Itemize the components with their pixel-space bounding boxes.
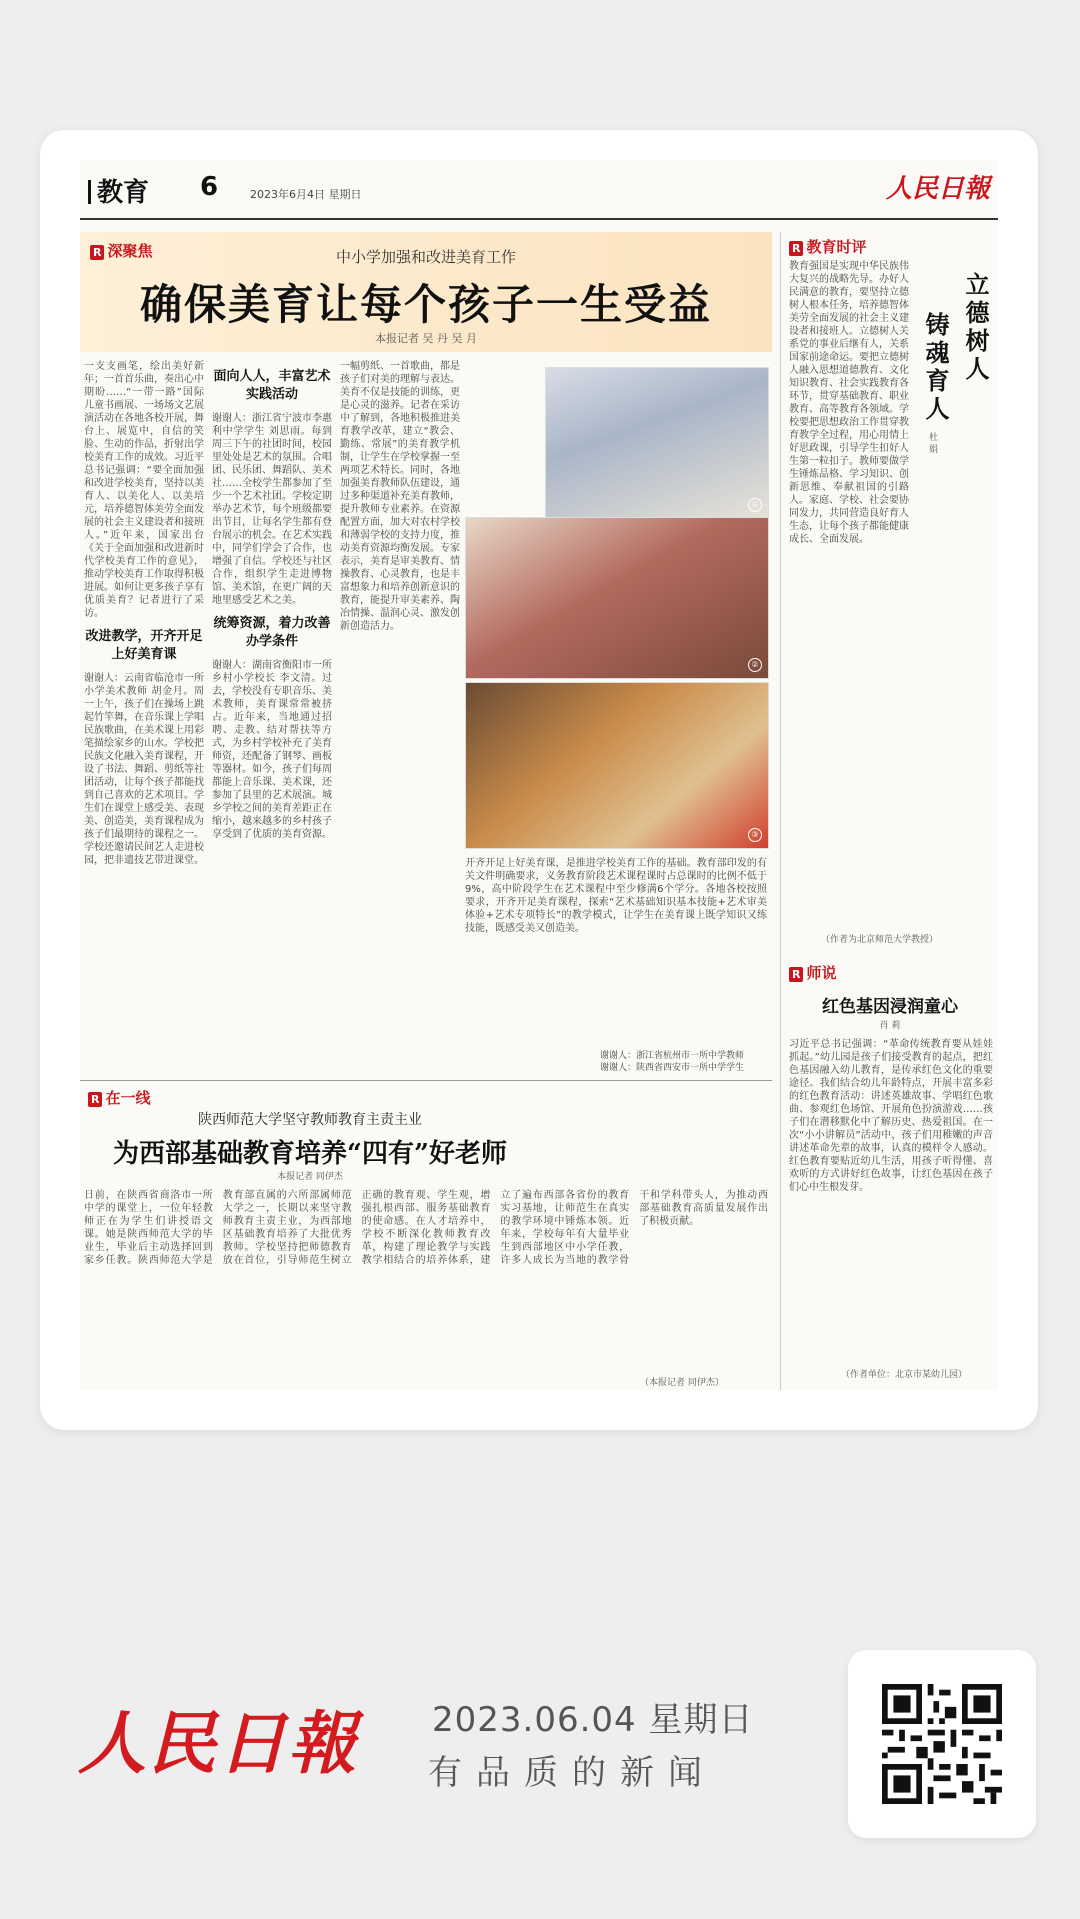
photo-students-classroom: ① bbox=[545, 367, 769, 519]
feature-byline: 本报记者 吴 丹 吴 月 bbox=[375, 332, 477, 345]
feature-col-2 bbox=[212, 360, 332, 1060]
feature-subtitle: 中小学加强和改进美育工作 bbox=[335, 248, 516, 266]
bottom-title: 为西部基础教育培养“四有”好老师 bbox=[113, 1139, 507, 1169]
footer-slogan: 有品质的新闻 bbox=[428, 1753, 716, 1793]
qr-code-card[interactable] bbox=[848, 1650, 1036, 1838]
section-heading: 改进教学，开齐开足上好美育课 bbox=[85, 629, 203, 662]
commentary-author: 杜 娟 bbox=[927, 432, 937, 453]
teacher-talk-author: 肖 莉 bbox=[879, 1021, 901, 1031]
bottom-story bbox=[80, 1080, 772, 1391]
section-name: 教育 bbox=[88, 172, 149, 209]
feature-banner bbox=[80, 232, 772, 352]
teacher-talk-note: （作者单位：北京市某幼儿园） bbox=[841, 1370, 968, 1380]
section-text: 一幅剪纸、一首歌曲，都是孩子们对美的理解与表达。美育不仅是技能的训练，更是心灵的滋养。记者在采访中了解到，各地积极推进美育教学改革，建立“教会、勤练、常展”的美育教学机制，让学生在学校掌握一至两项艺术特长。同时，各地加强美育教师队伍建设，通过多种渠道补充美育教师，提升教师专业素养。在资源配置方面，加大对农村学校和薄弱学校的支持力度，推动美育资源均衡发展。专家表示，美育是审美教育、情操教育、心灵教育，也是丰富想象力和培养创新意识的教育，能提升审美素养、陶冶情操、温润心灵、激发创新创造活力。 bbox=[340, 361, 460, 632]
commentary-title-2: 铸魂育人 bbox=[921, 312, 950, 424]
commentary-note: （作者为北京师范大学教授） bbox=[821, 935, 939, 945]
signature-1: 谢谢人：浙江省杭州市一所中学教师 bbox=[600, 1051, 745, 1061]
issue-date: 2023年6月4日 星期日 bbox=[250, 188, 362, 201]
feature-intro: 一支支画笔，绘出美好新年；一首首乐曲，奏出心中期盼……“一带一路”国际儿童书画展、一场场文艺展演活动在各地各校开展，舞台上、展览中，自信的笑脸、生动的作品，折射出学校美育工作的成效。习近平总书记强调：“要全面加强和改进学校美育，坚持以美育人、以美化人、以美培元，培养德智体美劳全面发展的社会主义建设者和接班人。”近年来，国家出台《关于全面加强和改进新时代学校美育工作的意见》，推动学校美育工作取得积极进展。如何让更多孩子享有优质美育？记者进行了采访。 bbox=[84, 361, 204, 619]
section-text: 谢谢人：浙江省宁波市李惠利中学学生 刘思雨。每到周三下午的社团时间，校园里处处是艺术的氛围。合唱团、民乐团、舞蹈队、美术社……全校学生都参加了至少一个艺术社团。学校定期举办艺术节，每个班级都要出节目，让每名学生都有登台展示的机会。在艺术实践中，同学们学会了合作，也增强了自信。学校还与社区合作，组织学生走进博物馆、美术馆，在更广阔的天地里感受艺术之美。 bbox=[212, 413, 332, 606]
column-label: R 在一线 bbox=[88, 1087, 151, 1108]
section-text: 开齐开足上好美育课，是推进学校美育工作的基础。教育部印发的有关文件明确要求，义务教育阶段艺术课程课时占总课时的比例不低于9%，高中阶段学生在艺术课程中至少修满6个学分。各地各校按照要求，开齐开足美育课程，探索“艺术基础知识基本技能+艺术审美体验+艺术专项特长”的教学模式，让学生在美育课上既学知识又练技能，既感受美又创造美。 bbox=[465, 858, 767, 934]
signature-2: 谢谢人：陕西省西安市一所中学学生 bbox=[600, 1063, 745, 1073]
feature-title: 确保美育让每个孩子一生受益 bbox=[139, 280, 712, 329]
commentary-title-1: 立德树人 bbox=[961, 272, 990, 384]
commentary-text: 教育强国是实现中华民族伟大复兴的战略先导。办好人民满意的教育，要坚持立德树人根本任务，培养德智体美劳全面发展的社会主义建设者和接班人。立德树人关系党的事业后继有人，关系国家前途命运。要把立德树人融入思想道德教育、文化知识教育、社会实践教育各环节，贯穿基础教育、职业教育、高等教育各领域。学校要把思想政治工作贯穿教育教学全过程，用心用情上好思政课，引导学生扣好人生第一粒扣子。教师要做学生锤炼品格、学习知识、创新思维、奉献祖国的引路人。家庭、学校、社会要协同发力，共同营造良好育人生态，让每个孩子都能健康成长、全面发展。 bbox=[789, 261, 909, 545]
feature-col-3 bbox=[340, 360, 460, 1060]
right-column bbox=[780, 232, 999, 1390]
footer-logo: 人民日報 bbox=[78, 1704, 359, 1784]
qr-code-icon bbox=[882, 1684, 1002, 1804]
column-label-2: R 师说 bbox=[789, 962, 837, 983]
section-text: 谢谢人：云南省临沧市一所小学美术教师 胡金月。周一上午，孩子们在操场上跳起竹竿舞，在音乐课上学唱民族歌曲，在美术课上用彩笔描绘家乡的山水。学校把民族文化融入美育课程，开设了书法、舞蹈、剪纸等社团活动，让每个孩子都能找到自己喜欢的艺术项目。学生们在课堂上感受美、表现美、创造美，美育课程成为孩子们最期待的课程之一。学校还邀请民间艺人走进校园，把非遗技艺带进课堂。 bbox=[84, 673, 204, 866]
section-heading: 面向人人，丰富艺术实践活动 bbox=[213, 369, 331, 402]
bottom-text: 日前，在陕西省商洛市一所中学的课堂上，一位年轻教师正在为学生们讲授语文课。她是陕西师范大学的毕业生，毕业后主动选择回到家乡任教。陕西师范大学是教育部直属的六所部属师范大学之一，长期以来坚守教师教育主责主业，为西部地区基础教育培养了大批优秀教师。学校坚持把师德教育放在首位，引导师范生树立正确的教育观、学生观，增强扎根西部、服务基础教育的使命感。在人才培养中，学校不断深化教师教育改革，构建了理论教学与实践教学相结合的培养体系，建立了遍布西部各省份的教育实习基地，让师范生在真实的教学环境中锤炼本领。近年来，学校每年有大量毕业生到西部地区中小学任教，许多人成长为当地的教学骨干和学科带头人，为推动西部基础教育高质量发展作出了积极贡献。 bbox=[84, 1190, 768, 1266]
header-logo: 人民日報 bbox=[885, 174, 990, 204]
photo-guqin-performance: ② bbox=[465, 517, 769, 679]
bottom-subtitle: 陕西师范大学坚守教师教育主责主业 bbox=[198, 1112, 422, 1128]
feature-col-4 bbox=[465, 857, 767, 1047]
photo-viewing-art: ③ bbox=[465, 682, 769, 849]
newspaper-page bbox=[80, 160, 998, 1390]
bottom-byline: 本报记者 同伊杰 bbox=[277, 1172, 343, 1182]
newspaper-card bbox=[40, 130, 1038, 1430]
page-header bbox=[80, 160, 998, 220]
feature-story bbox=[80, 232, 772, 1072]
column-label: R 深聚焦 bbox=[90, 240, 153, 261]
section-heading: 统筹资源，着力改善办学条件 bbox=[213, 616, 331, 649]
teacher-talk-text: 习近平总书记强调：“革命传统教育要从娃娃抓起。”幼儿园是孩子们接受教育的起点，把红色基因融入幼儿教育，是传承红色文化的重要途径。我们结合幼儿年龄特点，开展丰富多彩的红色教育活动：讲述英雄故事、学唱红色歌曲、参观红色场馆、开展角色扮演游戏……孩子们在潜移默化中了解历史、热爱祖国。在一次“小小讲解员”活动中，孩子们用稚嫩的声音讲述革命先辈的故事，认真的模样令人感动。红色教育要贴近幼儿生活，用孩子听得懂、喜欢听的方式讲好红色故事，让红色基因在孩子们心中生根发芽。 bbox=[789, 1039, 993, 1193]
section-text: 谢谢人：湖南省衡阳市一所乡村小学校长 李文清。过去，学校没有专职音乐、美术教师，美育课常常被挤占。近年来，当地通过招聘、走教、结对帮扶等方式，为乡村学校补充了美育师资，还配备了钢琴、画板等器材。如今，孩子们每周都能上音乐课、美术课，还参加了县里的艺术展演。城乡学校之间的美育差距正在缩小，越来越多的乡村孩子享受到了优质的美育资源。 bbox=[212, 660, 332, 840]
column-label: R 教育时评 bbox=[789, 236, 867, 257]
page-number: 6 bbox=[200, 172, 219, 202]
bottom-caption: （本报记者 同伊杰） bbox=[640, 1378, 724, 1388]
feature-col-1 bbox=[84, 360, 204, 1060]
teacher-talk-title: 红色基因浸润童心 bbox=[822, 997, 958, 1017]
footer-date: 2023.06.04 星期日 bbox=[432, 1700, 754, 1740]
